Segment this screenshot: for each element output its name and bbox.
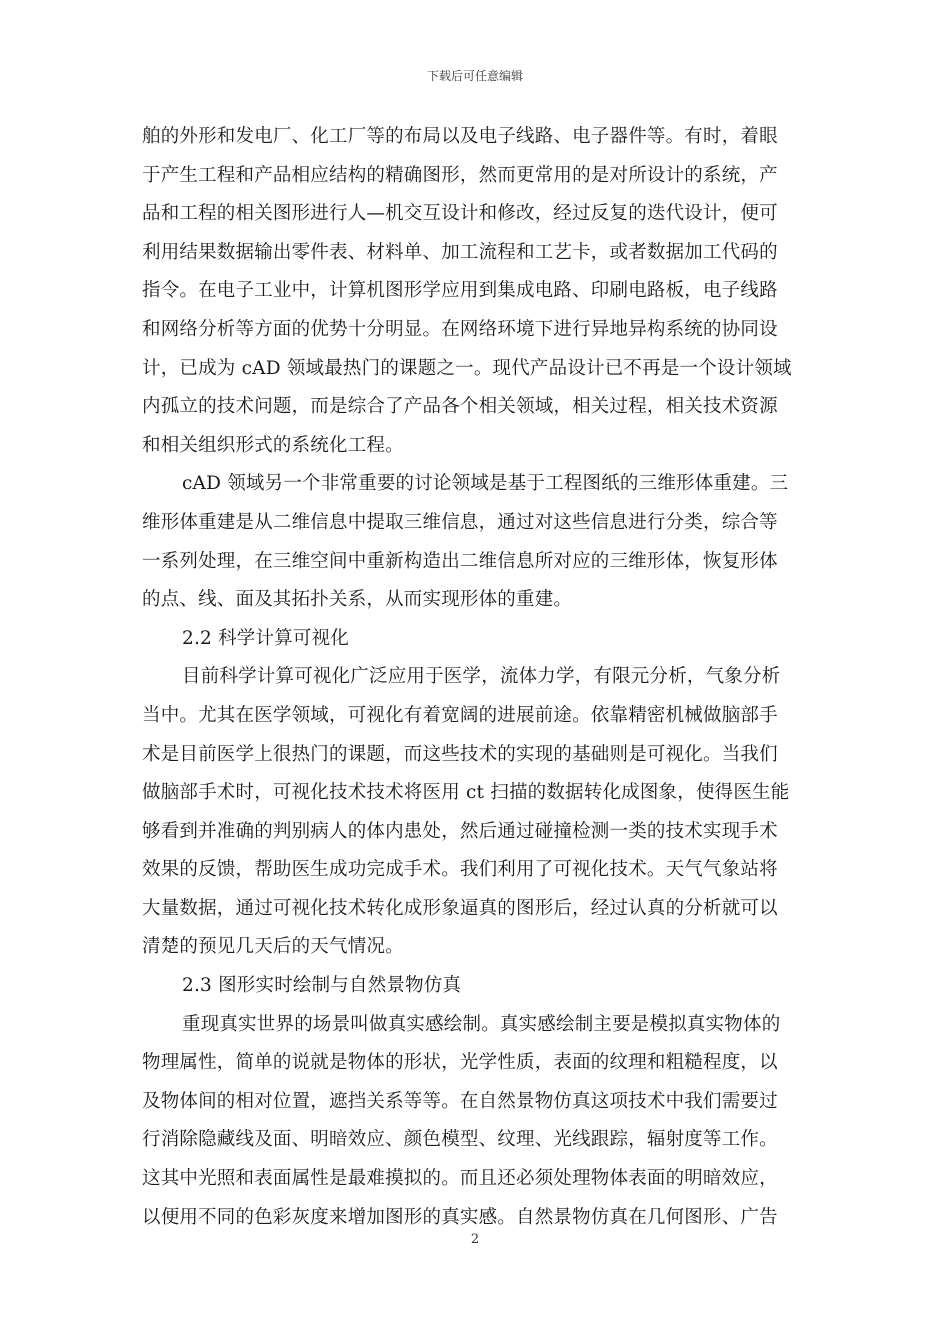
text-line: 利用结果数据输出零件表、材料单、加工流程和工艺卡，或者数据加工代码的	[142, 241, 778, 263]
text-line: 大量数据，通过可视化技术转化成形象逼真的图形后，经过认真的分析就可以	[142, 897, 778, 919]
paragraph-start-line: cAD 领域另一个非常重要的讨论领域是基于工程图纸的三维形体重建。三	[182, 473, 789, 495]
text-line: 内孤立的技术问题，而是综合了产品各个相关领域，相关过程，相关技术资源	[142, 396, 778, 418]
text-line: 计，已成为 cAD 领域最热门的课题之一。现代产品设计已不再是一个设计领域	[142, 357, 792, 379]
section-heading: 2.2 科学计算可视化	[182, 627, 350, 649]
section-heading: 2.3 图形实时绘制与自然景物仿真	[182, 975, 462, 997]
text-line: 指令。在电子工业中，计算机图形学应用到集成电路、印刷电路板，电子线路	[142, 280, 778, 302]
document-body	[142, 118, 808, 1237]
text-line: 维形体重建是从二维信息中提取三维信息，通过对这些信息进行分类，综合等	[142, 511, 778, 533]
paragraph-start-line: 重现真实世界的场景叫做真实感绘制。真实感绘制主要是模拟真实物体的	[182, 1013, 781, 1035]
text-line: 这其中光照和表面属性是最难摸拟的。而且还必须处理物体表面的明暗效应，	[142, 1168, 778, 1190]
text-line: 清楚的预见几天后的天气情况。	[142, 936, 404, 958]
text-line: 的点、线、面及其拓扑关系，从而实现形体的重建。	[142, 589, 573, 611]
paragraph-start-line: 目前科学计算可视化广泛应用于医学，流体力学，有限元分析，气象分析	[182, 666, 781, 688]
page-header: 下载后可任意编辑	[426, 69, 523, 83]
text-line: 做脑部手术时，可视化技术技术将医用 ct 扫描的数据转化成图象，使得医生能	[142, 782, 790, 804]
text-line: 以便用不同的色彩灰度来增加图形的真实感。自然景物仿真在几何图形、广告	[142, 1206, 778, 1228]
text-line: 舶的外形和发电厂、化工厂等的布局以及电子线路、电子器件等。有时，着眼	[142, 126, 778, 147]
text-line: 物理属性，简单的说就是物体的形状，光学性质，表面的纹理和粗糙程度，以	[142, 1052, 778, 1074]
text-line: 品和工程的相关图形进行人—机交互设计和修改，经过反复的迭代设计，便可	[142, 203, 778, 225]
text-line: 和相关组织形式的系统化工程。	[142, 434, 404, 456]
text-line: 及物体间的相对位置，遮挡关系等等。在自然景物仿真这项技术中我们需要过	[142, 1090, 778, 1112]
text-line: 当中。尤其在医学领域，可视化有着宽阔的进展前途。依靠精密机械做脑部手	[142, 704, 778, 726]
text-line: 术是目前医学上很热门的课题，而这些技术的实现的基础则是可视化。当我们	[142, 743, 778, 765]
text-line: 效果的反馈，帮助医生成功完成手术。我们利用了可视化技术。天气气象站将	[142, 859, 778, 881]
text-line: 一系列处理，在三维空间中重新构造出二维信息所对应的三维形体，恢复形体	[142, 550, 778, 572]
page-number: 2	[470, 1232, 480, 1247]
text-line: 够看到并准确的判别病人的体内患处，然后通过碰撞检测一类的技术实现手术	[142, 820, 778, 842]
text-line: 行消除隐藏线及面、明暗效应、颜色模型、纹理、光线跟踪，辐射度等工作。	[142, 1129, 778, 1151]
text-line: 于产生工程和产品相应结构的精确图形，然而更常用的是对所设计的系统，产	[142, 164, 778, 186]
text-line: 和网络分析等方面的优势十分明显。在网络环境下进行异地异构系统的协同设	[142, 318, 778, 340]
